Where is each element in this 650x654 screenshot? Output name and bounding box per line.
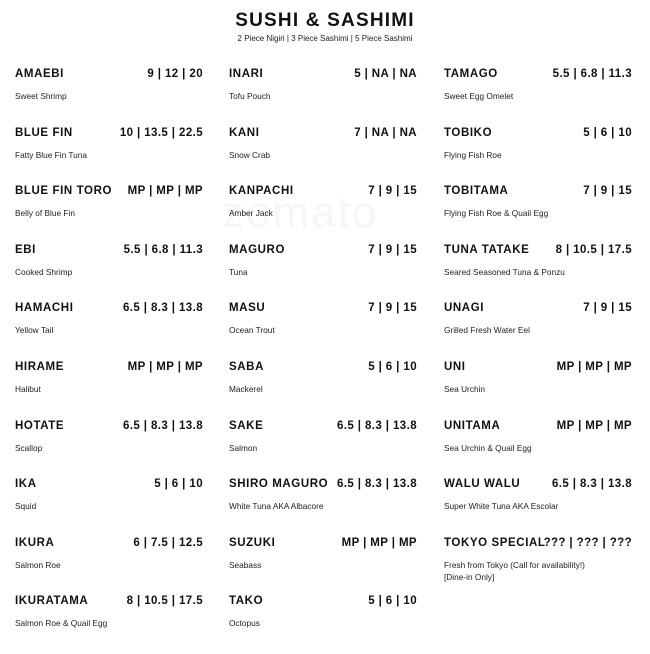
menu-item xyxy=(15,185,203,244)
menu-item xyxy=(444,127,632,186)
item-name: TAMAGO xyxy=(444,68,498,80)
item-name: KANI xyxy=(229,126,260,139)
item-name: SUZUKI xyxy=(229,536,276,549)
item-name: MASU xyxy=(229,302,266,315)
menu-item xyxy=(444,244,632,303)
item-description-line: Tuna xyxy=(229,266,248,277)
item-description xyxy=(229,324,429,336)
menu-column-1 xyxy=(15,68,203,654)
menu-item xyxy=(229,595,417,654)
item-description-line: Mackerel xyxy=(229,383,263,394)
item-name: WALU WALU xyxy=(444,478,521,491)
item-description-line: Tofu Pouch xyxy=(229,91,271,101)
item-price: 8 | 10.5 | 17.5 xyxy=(126,595,203,608)
item-price: 6.5 | 8.3 | 13.8 xyxy=(337,419,417,432)
item-description xyxy=(444,442,644,454)
item-description-line: Salmon xyxy=(229,442,258,453)
menu-item xyxy=(229,537,417,596)
item-description-line: Ocean Trout xyxy=(229,325,275,336)
item-description-line: Cooked Shrimp xyxy=(15,266,73,277)
item-name: TAKO xyxy=(229,595,264,608)
item-name: TOBIKO xyxy=(444,126,493,139)
item-description-line: Fatty Blue Fin Tuna xyxy=(15,149,87,160)
menu-column-2 xyxy=(229,68,417,654)
menu-item xyxy=(229,127,417,186)
item-price: ??? | ??? | ??? xyxy=(543,536,632,549)
menu-item xyxy=(15,68,203,127)
item-description xyxy=(229,442,429,454)
item-description xyxy=(229,500,429,512)
item-price: 6.5 | 8.3 | 13.8 xyxy=(123,302,203,315)
item-price: 6 | 7.5 | 12.5 xyxy=(133,536,203,549)
item-name: SABA xyxy=(229,360,264,373)
menu-item xyxy=(15,361,203,420)
menu-item xyxy=(444,537,632,596)
menu-item xyxy=(229,361,417,420)
item-description xyxy=(15,617,215,629)
item-price: MP | MP | MP xyxy=(127,185,203,198)
item-name: TUNA TATAKE xyxy=(444,243,530,256)
item-price: 7 | NA | NA xyxy=(354,126,417,139)
item-description-line: Salmon Roe xyxy=(15,559,61,570)
item-description xyxy=(444,324,644,336)
item-description xyxy=(15,500,215,512)
item-price: MP | MP | MP xyxy=(127,360,203,373)
item-name: MAGURO xyxy=(229,243,285,256)
item-price: 6.5 | 8.3 | 13.8 xyxy=(123,419,203,432)
item-price: 7 | 9 | 15 xyxy=(583,185,632,198)
item-name: UNAGI xyxy=(444,302,485,315)
item-name: HIRAME xyxy=(15,360,64,373)
item-description xyxy=(15,324,215,336)
item-description-line: Grilled Fresh Water Eel xyxy=(444,325,530,336)
item-description-line: Belly of Blue Fin xyxy=(15,208,75,219)
item-description xyxy=(444,383,644,395)
menu-item xyxy=(444,478,632,537)
menu-title: SUSHI & SASHIMI xyxy=(235,10,415,31)
item-price: 7 | 9 | 15 xyxy=(368,243,417,256)
item-price: 5 | NA | NA xyxy=(354,68,417,80)
item-description-line: Squid xyxy=(15,501,37,512)
item-name: UNI xyxy=(444,360,466,373)
item-name: IKURA xyxy=(15,536,55,549)
item-price: MP | MP | MP xyxy=(556,419,632,432)
item-name: HAMACHI xyxy=(15,302,74,315)
item-description-line: Sea Urchin xyxy=(444,383,486,394)
menu-item xyxy=(229,185,417,244)
item-description xyxy=(444,559,644,583)
item-name: AMAEBI xyxy=(15,68,64,80)
item-description xyxy=(444,207,644,219)
item-price: 5 | 6 | 10 xyxy=(583,126,632,139)
item-price: 5 | 6 | 10 xyxy=(154,478,203,491)
item-price: 8 | 10.5 | 17.5 xyxy=(555,243,632,256)
item-price: 5.5 | 6.8 | 11.3 xyxy=(552,68,632,80)
item-name: IKURATAMA xyxy=(15,595,89,608)
menu-item xyxy=(15,478,203,537)
item-description xyxy=(15,90,215,102)
item-description-line: Sweet Egg Omelet xyxy=(444,91,514,101)
item-description-line: Seabass xyxy=(229,559,262,570)
menu-item xyxy=(444,68,632,127)
item-name: SAKE xyxy=(229,419,264,432)
item-description-line: Scallop xyxy=(15,442,43,453)
item-description-line: Fresh from Tokyo (Call for availability!) xyxy=(444,559,585,570)
item-name: IKA xyxy=(15,478,37,491)
item-description-line: [Dine-in Only] xyxy=(444,571,495,582)
item-name: BLUE FIN TORO xyxy=(15,185,113,198)
item-description xyxy=(444,90,644,102)
item-name: KANPACHI xyxy=(229,185,294,198)
item-description xyxy=(15,266,215,278)
item-name: BLUE FIN xyxy=(15,126,73,139)
menu-item xyxy=(15,537,203,596)
item-price: 5 | 6 | 10 xyxy=(368,595,417,608)
item-price: 9 | 12 | 20 xyxy=(147,68,203,80)
item-description-line: Flying Fish Roe xyxy=(444,149,502,160)
item-description xyxy=(229,90,429,102)
item-price: MP | MP | MP xyxy=(556,360,632,373)
item-description-line: Seared Seasoned Tuna & Ponzu xyxy=(444,266,565,277)
item-description xyxy=(229,149,429,161)
item-name: SHIRO MAGURO xyxy=(229,478,329,491)
menu-subtitle: 2 Piece Nigiri | 3 Piece Sashimi | 5 Piece Sashimi xyxy=(237,34,413,43)
menu-item xyxy=(15,127,203,186)
item-description-line: Flying Fish Roe & Quail Egg xyxy=(444,208,549,219)
item-description-line: Sweet Shrimp xyxy=(15,91,67,101)
item-description xyxy=(444,149,644,161)
item-description-line: White Tuna AKA Albacore xyxy=(229,501,324,512)
menu-item xyxy=(229,302,417,361)
item-description xyxy=(229,266,429,278)
item-description xyxy=(15,207,215,219)
item-description xyxy=(444,500,644,512)
item-price: 6.5 | 8.3 | 13.8 xyxy=(337,478,417,491)
item-price: 5.5 | 6.8 | 11.3 xyxy=(123,243,203,256)
item-price: 5 | 6 | 10 xyxy=(368,360,417,373)
item-description-line: Octopus xyxy=(229,618,260,629)
item-description-line: Amber Jack xyxy=(229,208,273,219)
menu-item xyxy=(229,68,417,127)
item-name: TOBITAMA xyxy=(444,185,509,198)
item-name: UNITAMA xyxy=(444,419,501,432)
menu-item xyxy=(444,361,632,420)
item-description xyxy=(15,442,215,454)
item-price: 7 | 9 | 15 xyxy=(583,302,632,315)
item-name: TOKYO SPECIAL xyxy=(444,536,546,549)
item-description xyxy=(15,149,215,161)
item-name: HOTATE xyxy=(15,419,65,432)
menu-item xyxy=(15,595,203,654)
menu-item xyxy=(15,244,203,303)
menu-item xyxy=(229,420,417,479)
item-description-line: Halibut xyxy=(15,383,41,394)
item-name: INARI xyxy=(229,68,264,80)
menu-item xyxy=(229,244,417,303)
item-description xyxy=(15,383,215,395)
item-description xyxy=(229,207,429,219)
item-price: MP | MP | MP xyxy=(341,536,417,549)
item-description xyxy=(229,617,429,629)
item-price: 6.5 | 8.3 | 13.8 xyxy=(552,478,632,491)
item-description xyxy=(229,383,429,395)
menu-item xyxy=(15,420,203,479)
item-description-line: Salmon Roe & Quail Egg xyxy=(15,618,108,629)
item-name: EBI xyxy=(15,243,36,256)
menu-item xyxy=(229,478,417,537)
item-description xyxy=(15,559,215,571)
item-price: 10 | 13.5 | 22.5 xyxy=(119,126,203,139)
item-price: 7 | 9 | 15 xyxy=(368,185,417,198)
item-description-line: Yellow Tail xyxy=(15,325,54,336)
item-description-line: Super White Tuna AKA Escolar xyxy=(444,501,559,512)
item-description xyxy=(229,559,429,571)
item-description-line: Snow Crab xyxy=(229,149,271,160)
item-description-line: Sea Urchin & Quail Egg xyxy=(444,442,532,453)
menu-column-3 xyxy=(444,68,632,595)
menu-item xyxy=(15,302,203,361)
item-price: 7 | 9 | 15 xyxy=(368,302,417,315)
menu-item xyxy=(444,185,632,244)
menu-item xyxy=(444,420,632,479)
item-description xyxy=(444,266,644,278)
menu-item xyxy=(444,302,632,361)
